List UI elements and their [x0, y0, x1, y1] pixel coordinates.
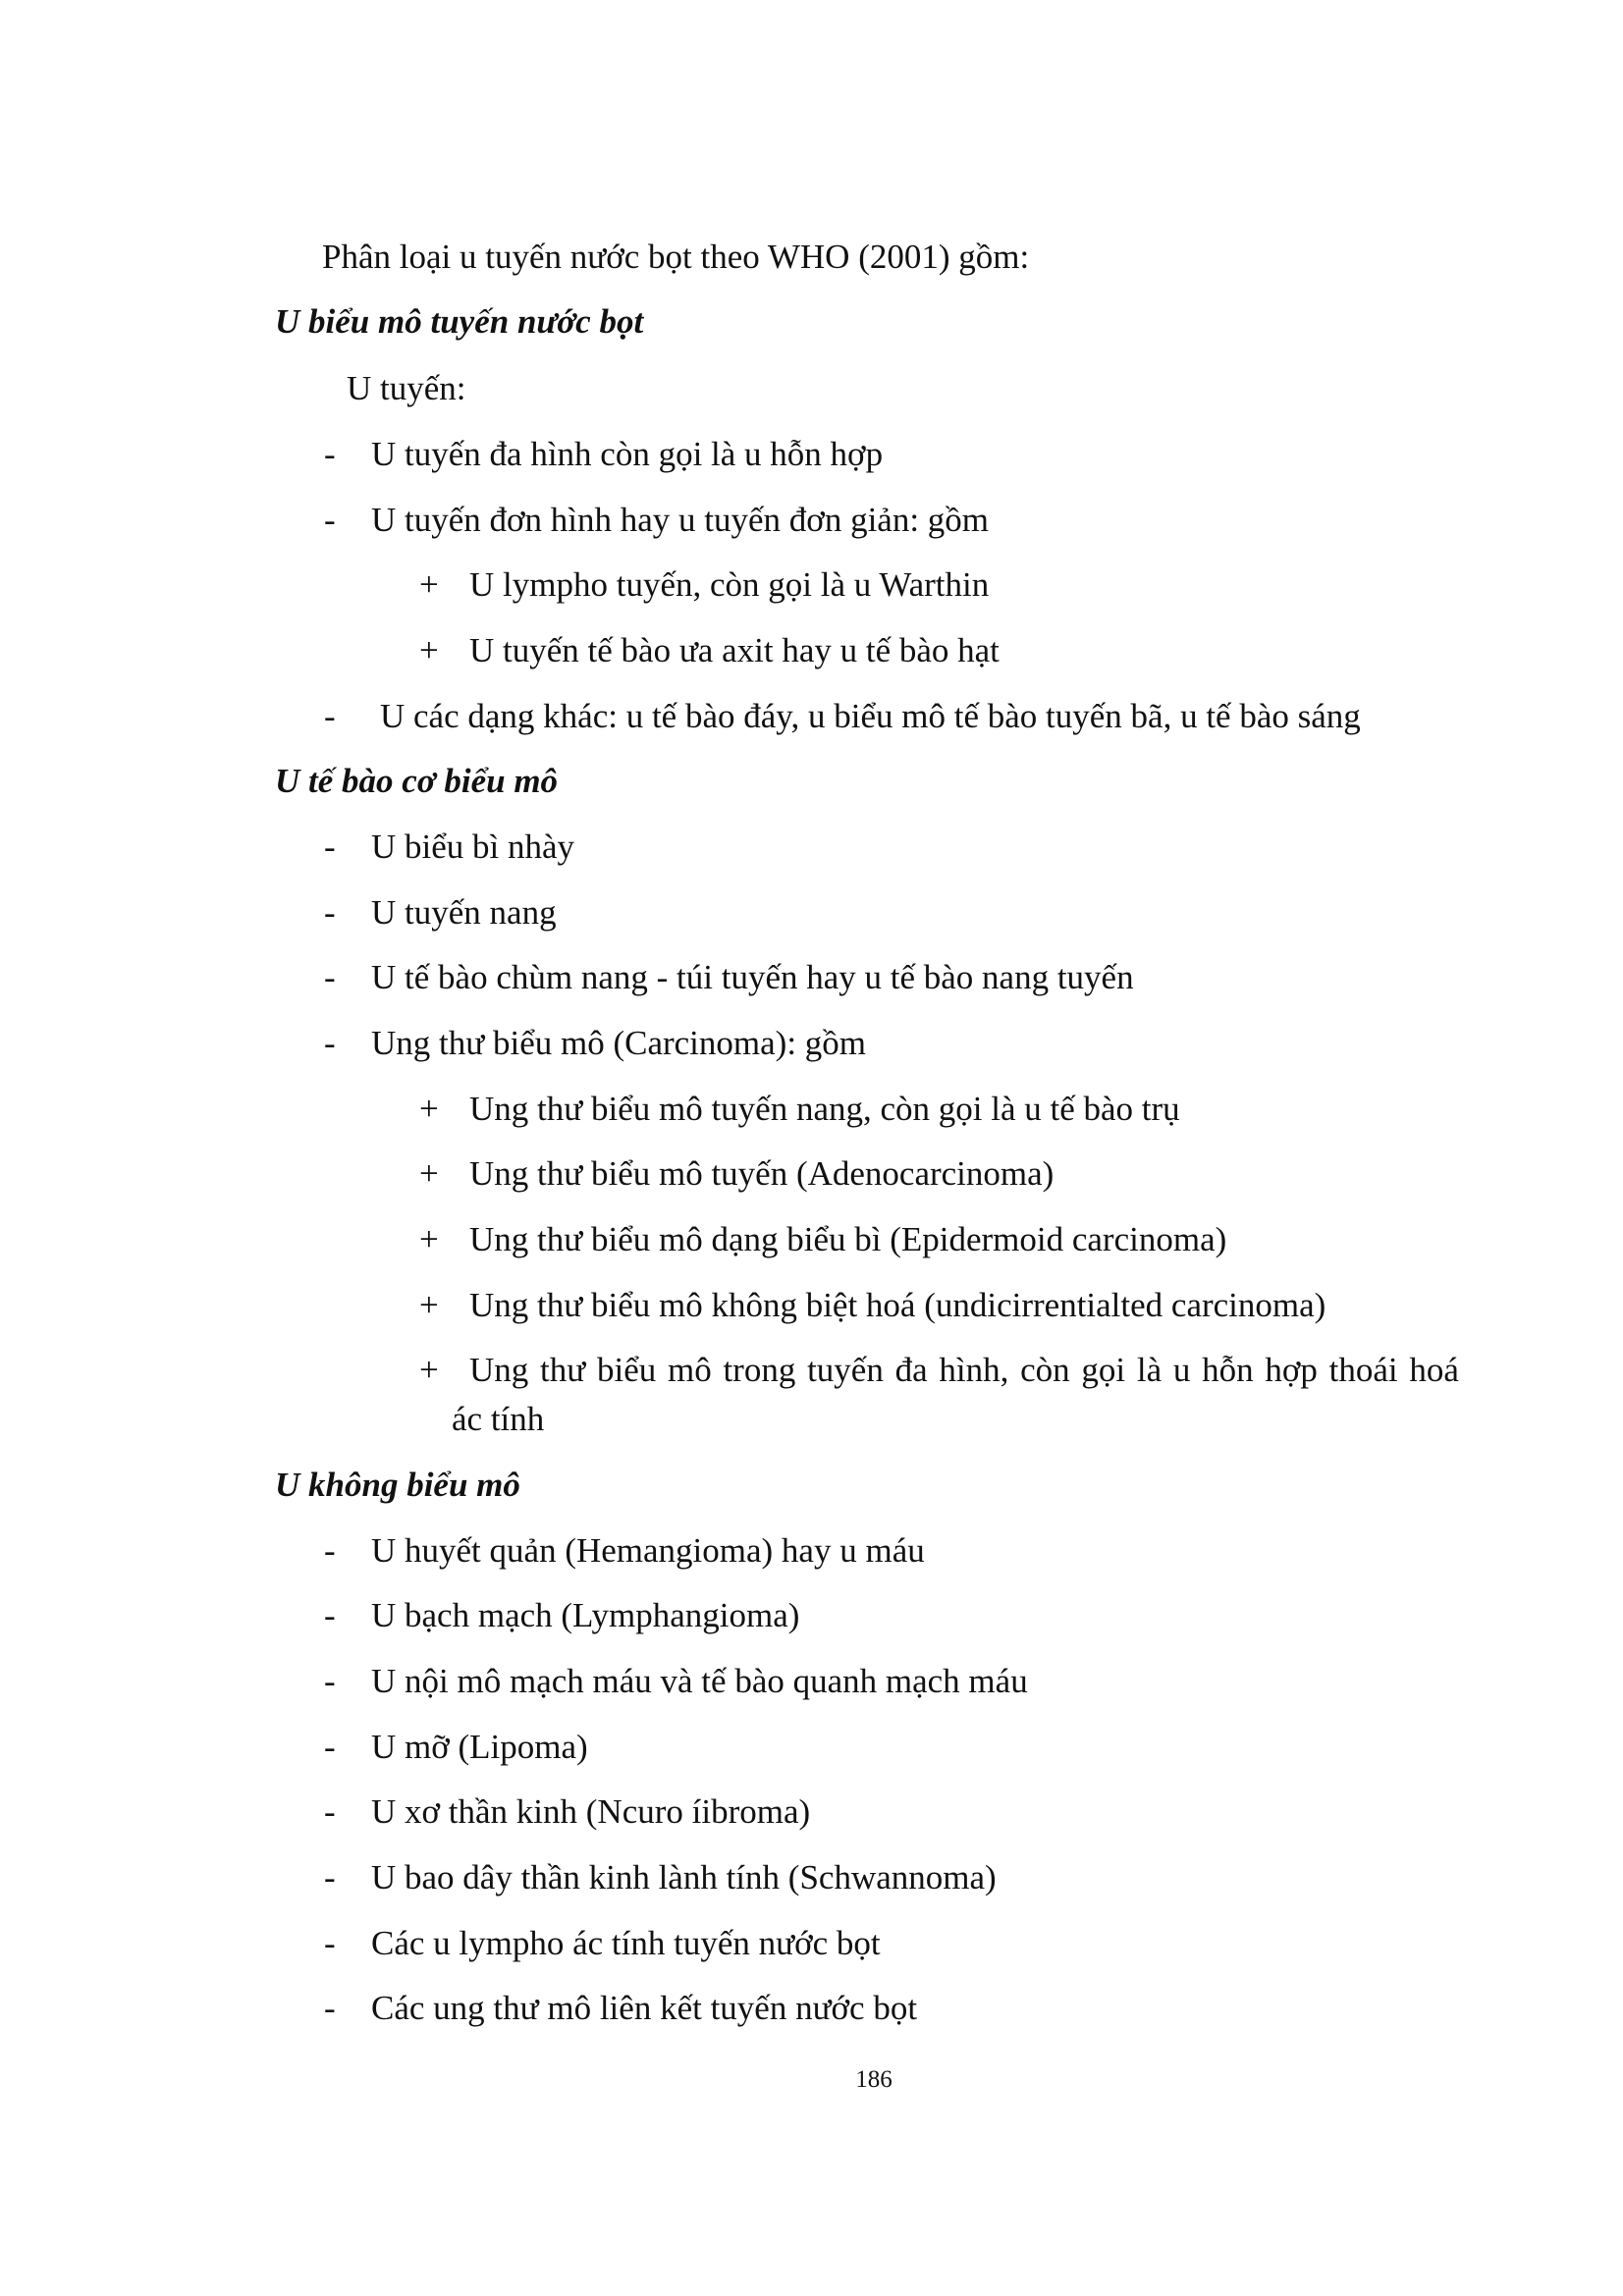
list-item: U xơ thần kinh (Ncuro íibroma): [371, 1792, 811, 1831]
list-plus-marker: +: [419, 1154, 439, 1193]
list-item: U nội mô mạch máu và tế bào quanh mạch máu: [371, 1662, 1028, 1700]
list-dash-marker: -: [324, 1924, 336, 1962]
list-item: U các dạng khác: u tế bào đáy, u biểu mô tế bào tuyến bã, u tế bào sáng: [380, 697, 1361, 735]
section-heading-1: U biểu mô tuyến nước bọt: [275, 302, 644, 341]
page-number: 186: [855, 2066, 893, 2093]
list-dash-marker: -: [324, 697, 336, 735]
list-subitem: U lympho tuyến, còn gọi là u Warthin: [469, 565, 990, 604]
list-subitem: Ung thư biểu mô trong tuyến đa hình, còn gọi là u hỗn hợp thoái hoá: [469, 1351, 1459, 1389]
list-subitem: U tuyến tế bào ưa axit hay u tế bào hạt: [469, 631, 1000, 669]
list-plus-marker: +: [419, 1090, 439, 1128]
list-dash-marker: -: [324, 1858, 336, 1896]
list-dash-marker: -: [324, 828, 336, 866]
list-dash-marker: -: [324, 1024, 336, 1062]
list-dash-marker: -: [324, 501, 336, 539]
section-heading-2: U tế bào cơ biểu mô: [275, 762, 559, 800]
list-dash-marker: -: [324, 1989, 336, 2027]
list-subitem: Ung thư biểu mô dạng biểu bì (Epidermoid carcinoma): [469, 1220, 1227, 1258]
list-dash-marker: -: [324, 1792, 336, 1831]
list-dash-marker: -: [324, 1531, 336, 1570]
list-item: U bao dây thần kinh lành tính (Schwannoma): [371, 1858, 997, 1896]
list-item: U huyết quản (Hemangioma) hay u máu: [371, 1531, 925, 1570]
list-subitem: Ung thư biểu mô tuyến nang, còn gọi là u tế bào trụ: [469, 1090, 1180, 1128]
list-subitem-continuation: ác tính: [452, 1400, 545, 1438]
list-item: U mỡ (Lipoma): [371, 1728, 588, 1766]
list-item: U tuyến đa hình còn gọi là u hỗn hợp: [371, 435, 884, 473]
section-subheading-1: U tuyến:: [347, 369, 466, 407]
list-dash-marker: -: [324, 1662, 336, 1700]
list-plus-marker: +: [419, 631, 439, 669]
section-heading-3: U không biểu mô: [275, 1466, 520, 1504]
list-item: U bạch mạch (Lymphangioma): [371, 1596, 800, 1634]
list-item: U tế bào chùm nang - túi tuyến hay u tế bào nang tuyến: [371, 958, 1134, 996]
intro-text: Phân loại u tuyến nước bọt theo WHO (2001) gồm:: [322, 238, 1030, 276]
list-dash-marker: -: [324, 1728, 336, 1766]
list-dash-marker: -: [324, 435, 336, 473]
list-subitem: Ung thư biểu mô tuyến (Adenocarcinoma): [469, 1154, 1055, 1193]
list-plus-marker: +: [419, 1220, 439, 1258]
list-item: U biểu bì nhày: [371, 828, 575, 866]
list-item: U tuyến nang: [371, 893, 557, 932]
list-plus-marker: +: [419, 1286, 439, 1324]
list-item: U tuyến đơn hình hay u tuyến đơn giản: gồm: [371, 501, 990, 539]
list-plus-marker: +: [419, 565, 439, 604]
list-dash-marker: -: [324, 1596, 336, 1634]
list-subitem: Ung thư biểu mô không biệt hoá (undicirrentialted carcinoma): [469, 1286, 1326, 1324]
list-item: Ung thư biểu mô (Carcinoma): gồm: [371, 1024, 867, 1062]
list-item: Các ung thư mô liên kết tuyến nước bọt: [371, 1989, 918, 2027]
list-plus-marker: +: [419, 1351, 439, 1389]
list-dash-marker: -: [324, 958, 336, 996]
list-dash-marker: -: [324, 893, 336, 932]
list-item: Các u lympho ác tính tuyến nước bọt: [371, 1924, 881, 1962]
